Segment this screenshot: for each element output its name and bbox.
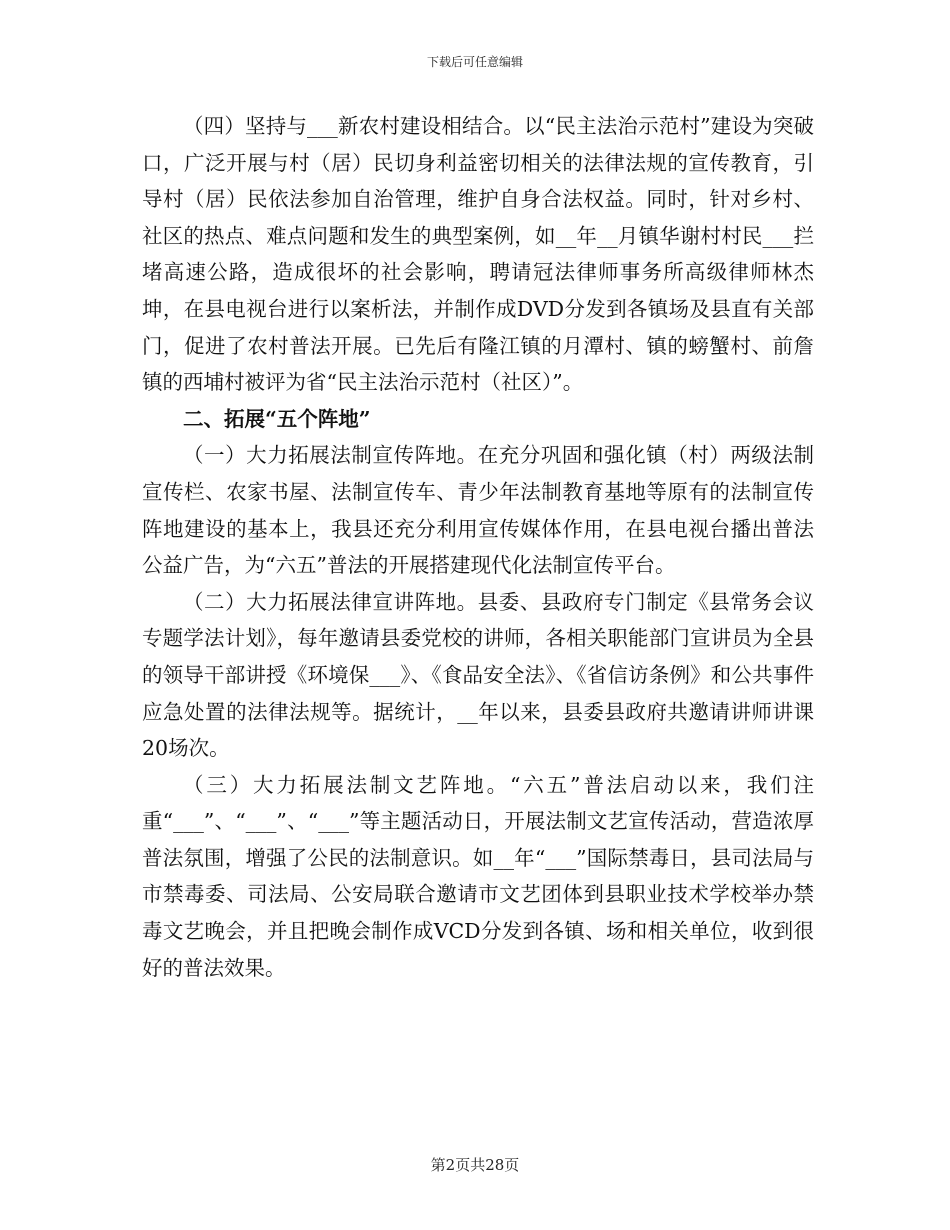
paragraph-sub-1: （一）大力拓展法制宣传阵地。在充分巩固和强化镇（村）两级法制宣传栏、农家书屋、法制宣传车、青少年法制教育基地等原有的法制宣传阵地建设的基本上，我县还充分利用宣传媒体作用，在县电视台播出普法公益广告，为“六五”普法的开展搭建现代化法制宣传平台。 [142,443,814,578]
page-number: 第2页共28页 [430,1156,520,1174]
document-body [142,108,814,986]
page-header: 下载后可任意编辑 [426,55,523,69]
paragraph-sub-3: （三）大力拓展法制文艺阵地。“六五”普法启动以来，我们注重“___”、“___”、“___”等主题活动日，开展法制文艺宣传活动，营造浓厚普法氛围，增强了公民的法制意识。如__年“___”国际禁毒日，县司法局与市禁毒委、司法局、公安局联合邀请市文艺团体到县职业技术学校举办禁毒文艺晚会，并且把晚会制作成VCD分发到各镇、场和相关单位，收到很好的普法效果。 [142,772,814,980]
section-heading: 二、拓展“五个阵地” [183,406,371,431]
paragraph-sub-2: （二）大力拓展法律宣讲阵地。县委、县政府专门制定《县常务会议专题学法计划》，每年邀请县委党校的讲师，各相关职能部门宣讲员为全县的领导干部讲授《环境保___》、《食品安全法》、《省信访条例》和公共事件应急处置的法律法规等。据统计，__年以来，县委县政府共邀请讲师讲课20场次。 [142,589,814,761]
paragraph-part-4: （四）坚持与___新农村建设相结合。以“民主法治示范村”建设为突破口，广泛开展与村（居）民切身利益密切相关的法律法规的宣传教育，引导村（居）民依法参加自治管理，维护自身合法权益。同时，针对乡村、社区的热点、难点问题和发生的典型案例，如__年__月镇华谢村村民___拦堵高速公路，造成很坏的社会影响，聘请冠法律师事务所高级律师林杰坤，在县电视台进行以案析法，并制作成DVD分发到各镇场及县直有关部门，促进了农村普法开展。已先后有隆江镇的月潭村、镇的螃蟹村、前詹镇的西埔村被评为省“民主法治示范村（社区）”。 [142,114,814,395]
